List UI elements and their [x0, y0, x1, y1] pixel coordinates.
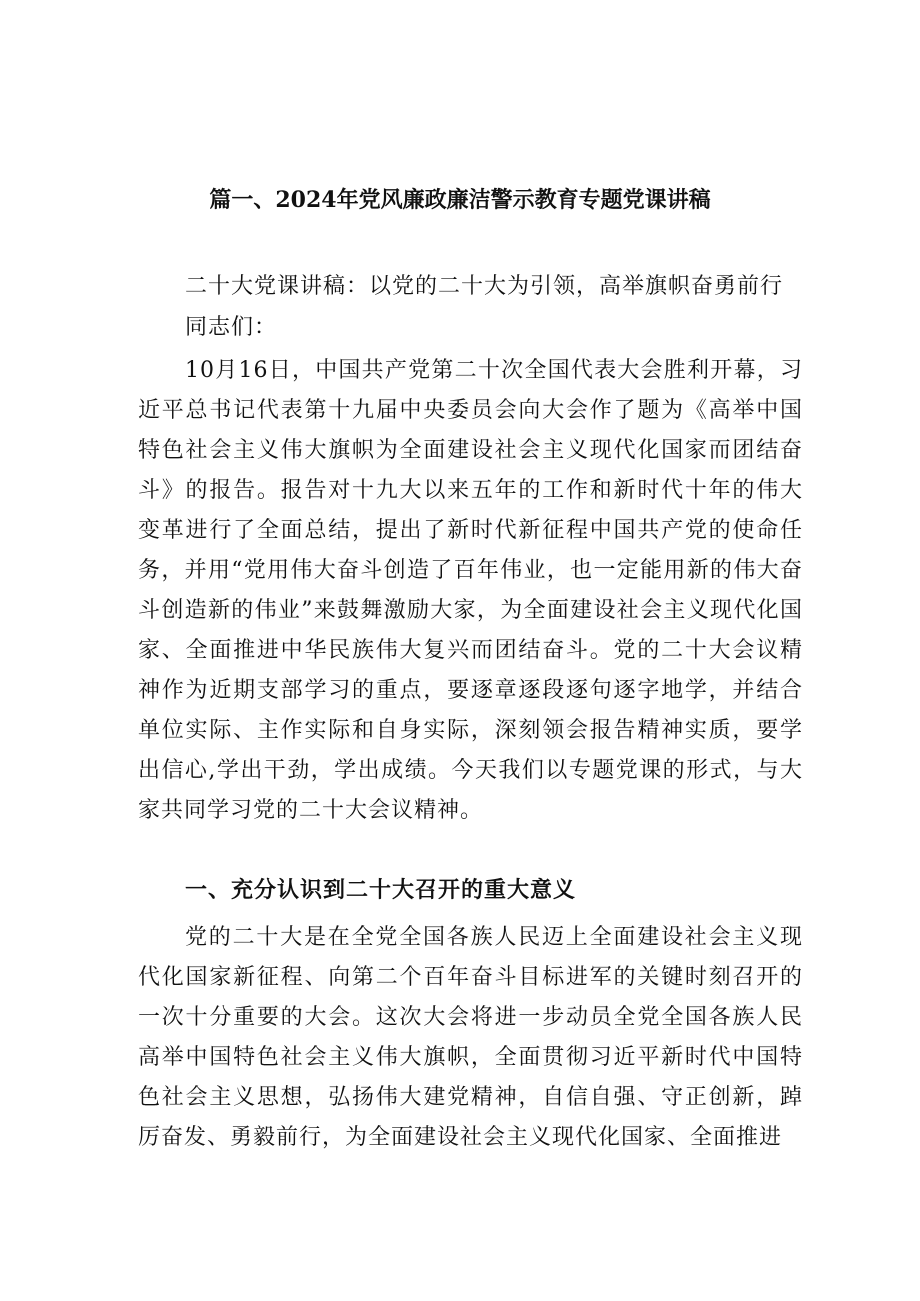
speech-subtitle: 二十大党课讲稿：以党的二十大为引领，高举旗帜奋勇前行	[185, 274, 784, 299]
greeting: 同志们：	[185, 315, 278, 340]
section-heading-1: 一、充分认识到二十大召开的重大意义	[185, 878, 577, 903]
body-paragraph-1: 10月16日，中国共产党第二十次全国代表大会胜利开幕，习近平总书记代表第十九届中央委员会向大会作了题为《高举中国特色社会主义伟大旗帜为全面建设社会主义现代化国家而团结奋斗》的报告。报告对十九大以来五年的工作和新时代十年的伟大变革进行了全面总结，提出了新时代新征程中国共产党的使命任务，并用“党用伟大奋斗创造了百年伟业，也一定能用新的伟大奋斗创造新的伟业”来鼓舞激励大家，为全面建设社会主义现代化国家、全面推进中华民族伟大复兴而团结奋斗。党的二十大会议精神作为近期支部学习的重点，要逐章逐段逐句逐字地学，并结合单位实际、主作实际和自身实际，深刻领会报告精神实质，要学出信心,学出干劲，学出成绩。今天我们以专题党课的形式，与大家共同学习党的二十大会议精神。	[138, 358, 803, 823]
body-paragraph-2: 党的二十大是在全党全国各族人民迈上全面建设社会主义现代化国家新征程、向第二个百年奋斗目标进军的关键时刻召开的一次十分重要的大会。这次大会将进一步动员全党全国各族人民高举中国特色社会主义伟大旗帜，全面贯彻习近平新时代中国特色社会主义思想，弘扬伟大建党精神，自信自强、守正创新，踔厉奋发、勇毅前行，为全面建设社会主义现代化国家、全面推进	[138, 925, 803, 1150]
document-title: 篇一、2024年党风廉政廉洁警示教育专题党课讲稿	[209, 186, 711, 213]
